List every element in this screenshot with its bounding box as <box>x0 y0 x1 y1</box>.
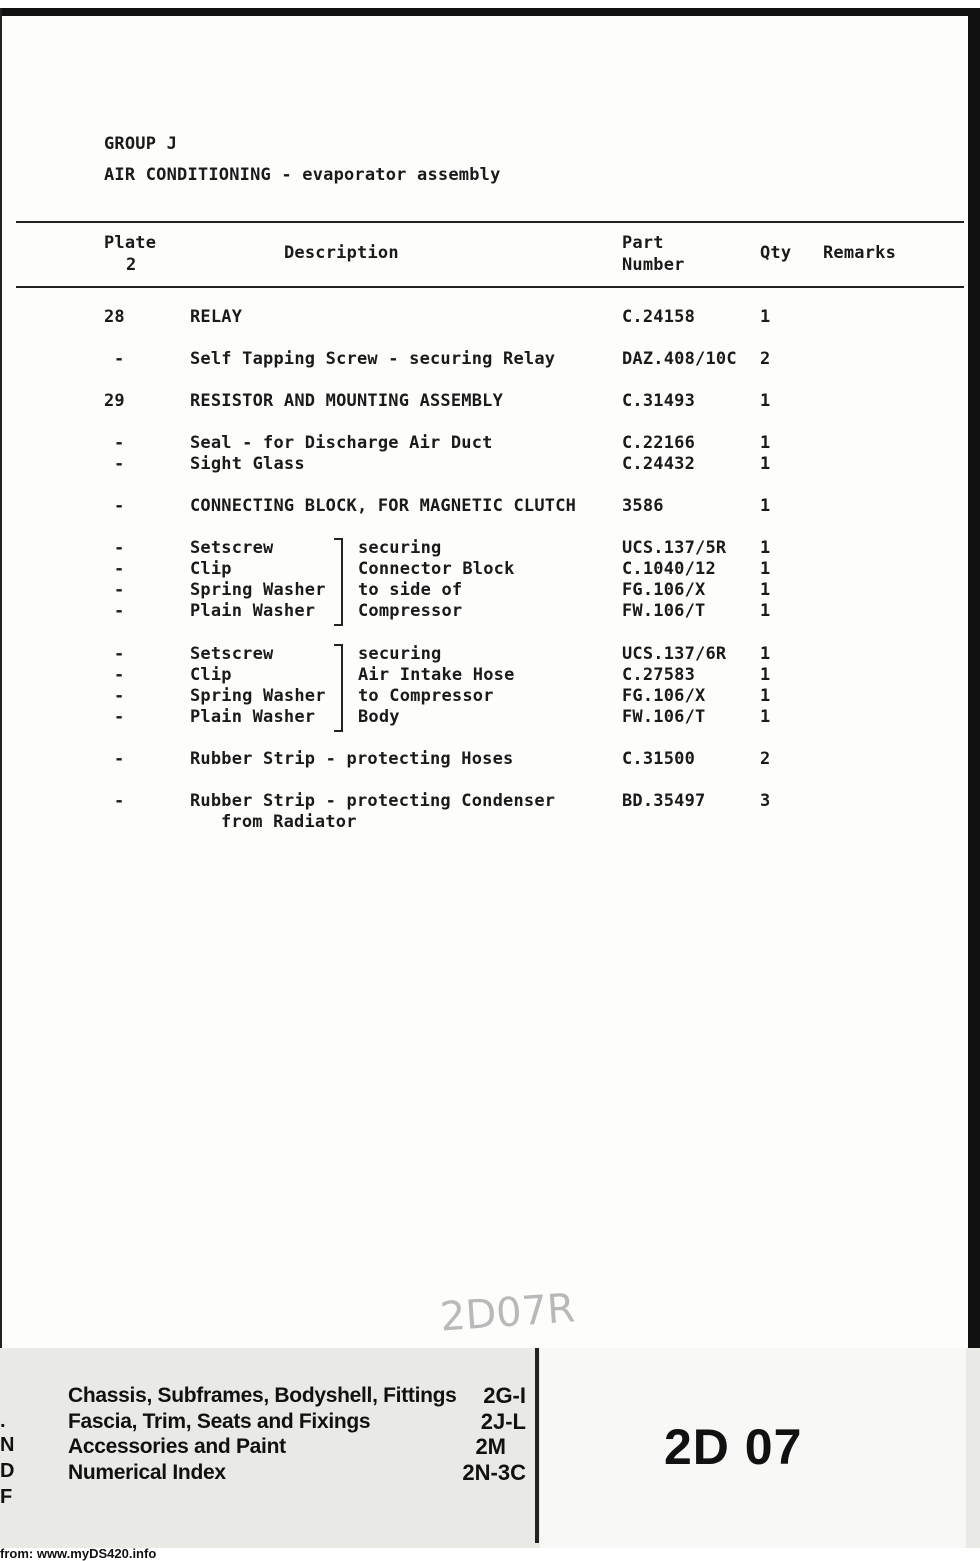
row-description: Clip <box>190 665 232 685</box>
index-label: Numerical Index <box>68 1461 226 1484</box>
row-plate: - <box>114 686 125 706</box>
col-header-number: Number <box>622 255 685 275</box>
row-qty: 1 <box>760 307 771 327</box>
row-qty: 1 <box>760 433 771 453</box>
row-plate: - <box>114 538 125 558</box>
row-description: Spring Washer <box>190 686 326 706</box>
brace-bracket <box>334 644 343 732</box>
row-description: Rubber Strip - protecting Hoses <box>190 749 514 769</box>
row-part-number: BD.35497 <box>622 791 706 811</box>
brace-note-line: to Compressor <box>358 686 494 706</box>
group-label: GROUP J <box>104 134 178 154</box>
row-part-number: C.31500 <box>622 749 696 769</box>
row-qty: 1 <box>760 644 771 664</box>
row-qty: 1 <box>760 707 771 727</box>
margin-letter: D <box>0 1460 15 1482</box>
row-plate: - <box>114 559 125 579</box>
index-code: 2M <box>475 1434 506 1459</box>
row-qty: 1 <box>760 580 771 600</box>
col-header-part: Part <box>622 233 664 253</box>
row-description: CONNECTING BLOCK, FOR MAGNETIC CLUTCH <box>190 496 577 516</box>
row-description: Setscrew <box>190 538 274 558</box>
row-plate: - <box>114 644 125 664</box>
row-part-number: 3586 <box>622 496 664 516</box>
row-description-continuation: from Radiator <box>221 812 357 832</box>
row-plate: - <box>114 749 125 769</box>
row-qty: 1 <box>760 601 771 621</box>
row-part-number: C.31493 <box>622 391 696 411</box>
brace-note-line: securing <box>358 644 442 664</box>
row-description: Setscrew <box>190 644 274 664</box>
row-qty: 1 <box>760 665 771 685</box>
brace-note-line: securing <box>358 538 442 558</box>
col-header-remarks: Remarks <box>823 243 897 263</box>
index-code: 2G-I <box>483 1383 526 1408</box>
index-label: Chassis, Subframes, Bodyshell, Fittings <box>68 1384 457 1407</box>
row-part-number: FW.106/T <box>622 707 706 727</box>
col-header-plate-number: 2 <box>126 255 137 275</box>
row-part-number: DAZ.408/10C <box>622 349 737 369</box>
row-part-number: C.24432 <box>622 454 696 474</box>
source-watermark: from: www.myDS420.info <box>0 1546 157 1561</box>
brace-note-line: Air Intake Hose <box>358 665 515 685</box>
brace-note-line: to side of <box>358 580 463 600</box>
row-qty: 1 <box>760 454 771 474</box>
row-plate: 29 <box>104 391 125 411</box>
brace-bracket <box>334 538 343 626</box>
row-qty: 2 <box>760 349 771 369</box>
scan-border-right <box>968 8 980 1548</box>
row-description: Clip <box>190 559 232 579</box>
row-plate: - <box>114 349 125 369</box>
row-part-number: UCS.137/6R <box>622 644 727 664</box>
row-plate: - <box>114 433 125 453</box>
row-description: Self Tapping Screw - securing Relay <box>190 349 556 369</box>
row-plate: - <box>114 496 125 516</box>
page-code: 2D 07 <box>664 1419 803 1475</box>
row-part-number: FG.106/X <box>622 580 706 600</box>
table-rule-header <box>16 286 964 288</box>
row-plate: 28 <box>104 307 125 327</box>
brace-note-line: Body <box>358 707 400 727</box>
row-description: Plain Washer <box>190 707 316 727</box>
row-qty: 1 <box>760 391 771 411</box>
row-qty: 2 <box>760 749 771 769</box>
row-part-number: C.1040/12 <box>622 559 716 579</box>
row-plate: - <box>114 665 125 685</box>
row-plate: - <box>114 601 125 621</box>
margin-letter: N <box>0 1434 15 1456</box>
row-qty: 1 <box>760 686 771 706</box>
row-part-number: C.24158 <box>622 307 696 327</box>
index-label: Fascia, Trim, Seats and Fixings <box>68 1410 371 1433</box>
handwritten-stamp: 2D07R <box>438 1285 577 1341</box>
row-description: Seal - for Discharge Air Duct <box>190 433 493 453</box>
row-part-number: FG.106/X <box>622 686 706 706</box>
row-qty: 1 <box>760 559 771 579</box>
page-title: AIR CONDITIONING - evaporator assembly <box>104 165 501 185</box>
row-qty: 1 <box>760 538 771 558</box>
row-description: Spring Washer <box>190 580 326 600</box>
brace-note-line: Connector Block <box>358 559 515 579</box>
row-plate: - <box>114 707 125 727</box>
scan-border-top <box>0 8 980 16</box>
row-plate: - <box>114 580 125 600</box>
row-part-number: FW.106/T <box>622 601 706 621</box>
row-part-number: UCS.137/5R <box>622 538 727 558</box>
col-header-description: Description <box>284 243 399 263</box>
footer-divider <box>535 1348 539 1543</box>
row-description: Plain Washer <box>190 601 316 621</box>
index-label: Accessories and Paint <box>68 1435 286 1458</box>
brace-note-line: Compressor <box>358 601 463 621</box>
index-code: 2J-L <box>480 1409 526 1434</box>
row-plate: - <box>114 791 125 811</box>
margin-letter: . <box>0 1410 6 1432</box>
row-plate: - <box>114 454 125 474</box>
row-description: RELAY <box>190 307 243 327</box>
row-qty: 1 <box>760 496 771 516</box>
row-part-number: C.27583 <box>622 665 696 685</box>
margin-letter: F <box>0 1486 13 1508</box>
col-header-plate: Plate <box>104 233 157 253</box>
col-header-qty: Qty <box>760 243 792 263</box>
row-part-number: C.22166 <box>622 433 696 453</box>
row-description: Rubber Strip - protecting Condenser <box>190 791 556 811</box>
row-description: RESISTOR AND MOUNTING ASSEMBLY <box>190 391 504 411</box>
row-qty: 3 <box>760 791 771 811</box>
table-rule-top <box>16 221 964 223</box>
index-code: 2N-3C <box>462 1460 526 1485</box>
row-description: Sight Glass <box>190 454 305 474</box>
